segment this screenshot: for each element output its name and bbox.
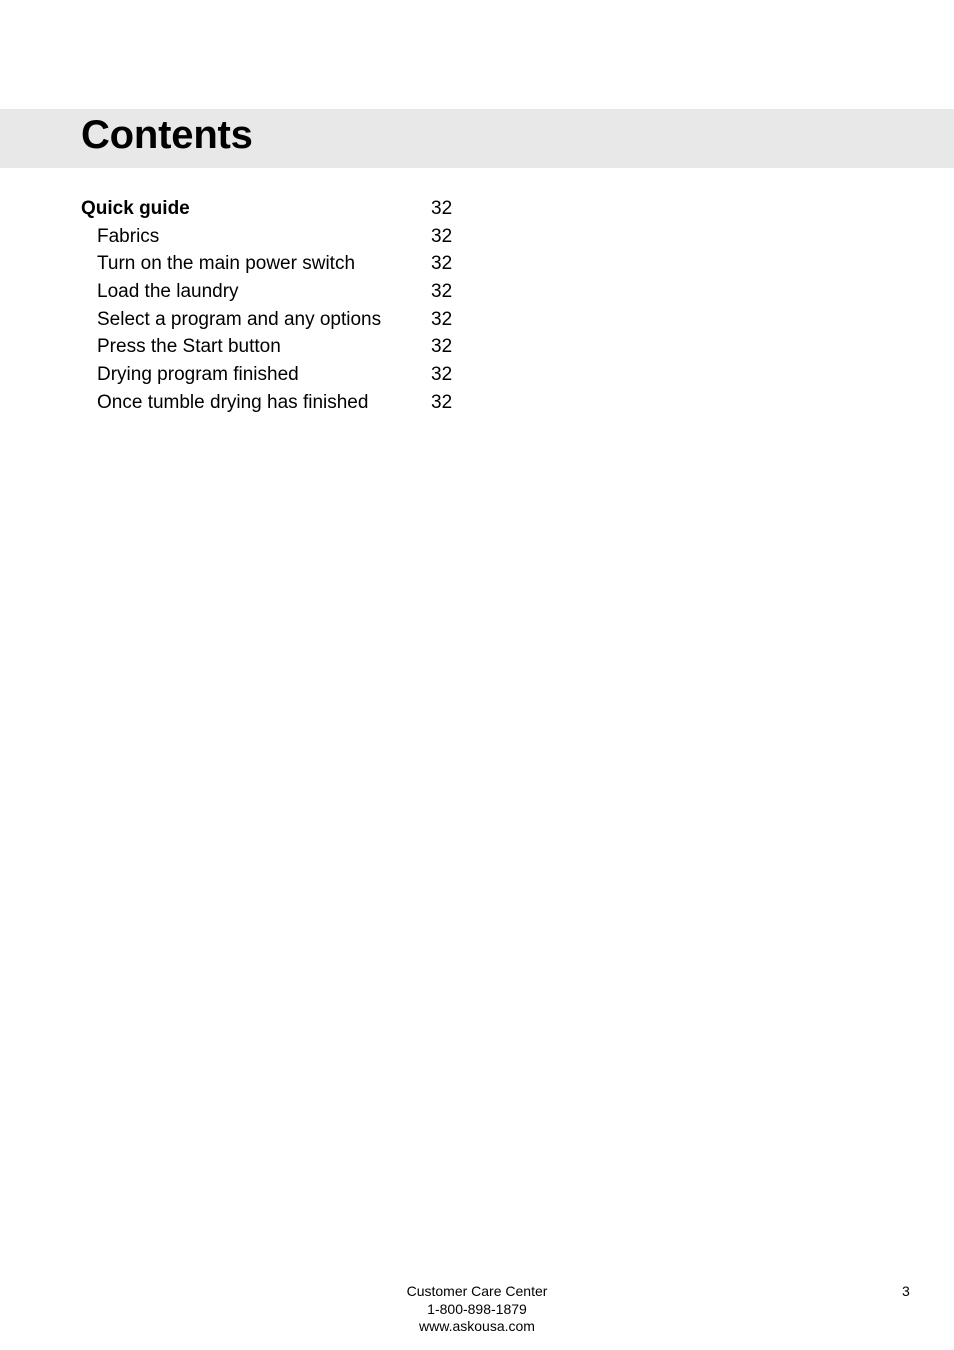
toc-item-label: Load the laundry xyxy=(97,281,239,303)
toc-item-label: Select a program and any options xyxy=(97,308,382,330)
footer-customer-care: Customer Care Center xyxy=(406,1283,548,1299)
header-band xyxy=(0,109,954,168)
toc-item[interactable] xyxy=(81,306,481,334)
toc-item-label: Press the Start button xyxy=(97,336,281,358)
toc-item-label: Drying program finished xyxy=(97,364,299,386)
toc-item[interactable] xyxy=(81,223,481,251)
toc-item-page: 32 xyxy=(431,336,453,358)
toc-item-page: 32 xyxy=(431,281,453,303)
toc-section-label: Quick guide xyxy=(81,198,190,219)
toc-item-page: 32 xyxy=(431,391,453,413)
page-number: 3 xyxy=(902,1283,910,1299)
toc-item[interactable] xyxy=(81,389,481,417)
toc-item-page: 32 xyxy=(431,364,453,386)
toc-item[interactable] xyxy=(81,250,481,278)
toc-item-label: Once tumble drying has finished xyxy=(97,391,369,413)
toc-section-page: 32 xyxy=(431,198,453,219)
toc-item-label: Fabrics xyxy=(97,225,160,247)
toc-item-page: 32 xyxy=(431,308,453,330)
toc-item[interactable] xyxy=(81,361,481,389)
table-of-contents xyxy=(81,195,481,417)
footer-phone: 1-800-898-1879 xyxy=(427,1300,527,1317)
page-title: Contents xyxy=(81,113,253,157)
footer xyxy=(0,1283,954,1336)
footer-website: www.askousa.com xyxy=(419,1318,535,1334)
toc-item[interactable] xyxy=(81,333,481,361)
toc-item[interactable] xyxy=(81,278,481,306)
toc-section-quick-guide[interactable] xyxy=(81,195,481,223)
toc-item-page: 32 xyxy=(431,253,453,275)
toc-item-page: 32 xyxy=(431,225,453,247)
toc-item-label: Turn on the main power switch xyxy=(97,253,356,275)
